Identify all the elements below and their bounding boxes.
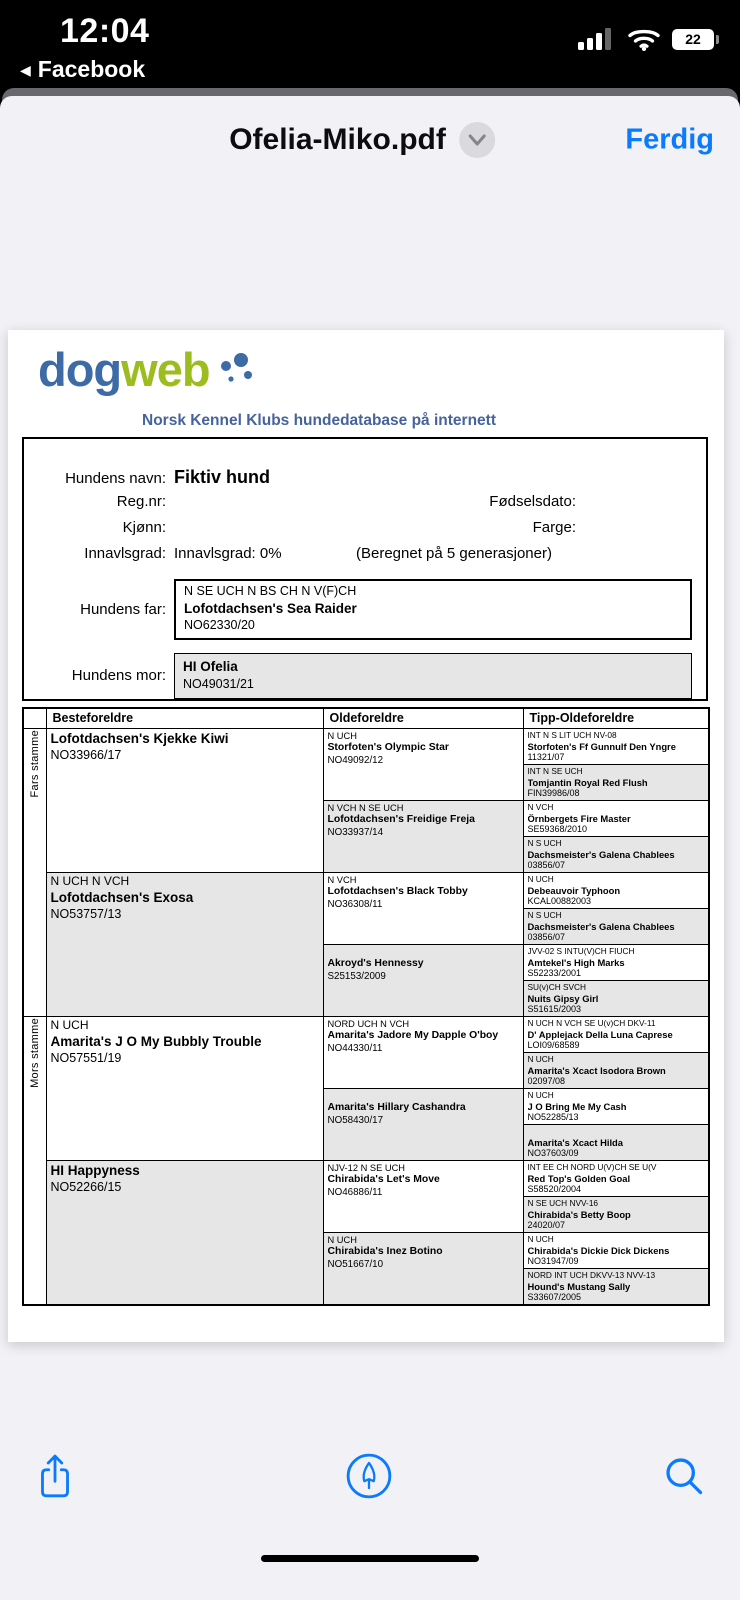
document-title-menu[interactable] <box>229 122 495 158</box>
dog-titles: N VCH N SE UCH <box>327 802 404 813</box>
dog-name: Dachsmeister's Galena Chablees <box>527 920 675 932</box>
dog-titles: N S UCH <box>527 909 562 920</box>
logo-text-dog: dog <box>38 343 122 396</box>
cell-tipp-8 <box>523 980 709 1016</box>
status-icons <box>578 26 714 52</box>
header-oldeforeldre: Oldeforeldre <box>323 708 523 728</box>
dog-regnr: NO58430/17 <box>327 1114 384 1126</box>
side-label-fars-stamme <box>23 728 46 1016</box>
dog-regnr: KCAL00882003 <box>527 895 592 906</box>
dog-regnr: NO51667/10 <box>327 1258 384 1270</box>
cell-greatgrandparent-7 <box>323 1160 523 1232</box>
dog-titles: N VCH <box>327 874 357 885</box>
dog-name: Akroyd's Hennessy <box>327 958 424 969</box>
share-icon <box>34 1452 76 1500</box>
name-label: Hundens navn: <box>65 470 166 487</box>
cell-tipp-1 <box>523 728 709 764</box>
status-time: 12:04 <box>60 12 150 50</box>
dog-name: Chirabida's Dickie Dick Dickens <box>527 1244 670 1256</box>
dog-regnr: S25153/2009 <box>327 970 386 982</box>
cellular-signal-icon <box>578 26 616 52</box>
dog-regnr: NO53757/13 <box>50 906 122 921</box>
side-label-text: Mors stamme <box>28 1017 41 1088</box>
dog-titles: N S UCH <box>527 837 562 848</box>
cell-tipp-12 <box>523 1124 709 1160</box>
father-titles: N SE UCH N BS CH N V(F)CH <box>184 584 357 598</box>
row-kjonn <box>24 519 706 545</box>
father-regnr: NO62330/20 <box>184 618 255 633</box>
dog-titles <box>328 1090 519 1103</box>
cell-tipp-2 <box>523 764 709 800</box>
mother-box <box>174 653 692 699</box>
side-label-text: Fars stamme <box>28 729 41 797</box>
bottom-toolbar <box>0 1448 740 1504</box>
dog-regnr: NO44330/11 <box>327 1042 383 1054</box>
dog-titles: N SE UCH NVV-16 <box>527 1197 599 1208</box>
dog-regnr: 02097/08 <box>527 1075 566 1086</box>
nav-bar <box>0 96 740 184</box>
dog-regnr: NO33966/17 <box>50 747 122 762</box>
dog-regnr: NO52266/15 <box>50 1179 122 1194</box>
cell-grandparent-2 <box>46 872 323 1016</box>
dog-titles: JVV-02 S INTU(V)CH FIUCH <box>527 945 635 956</box>
dog-titles: N UCH <box>527 1053 554 1064</box>
dog-regnr: 24020/07 <box>527 1219 566 1230</box>
cell-grandparent-1 <box>46 728 323 872</box>
dog-name: Debeauvoir Typhoon <box>527 884 621 896</box>
dog-titles: NJV-12 N SE UCH <box>327 1162 405 1173</box>
dog-name: Lofotdachsen's Exosa <box>50 889 194 905</box>
mother-name: HI Ofelia <box>183 658 238 674</box>
dog-titles: N VCH <box>527 801 554 812</box>
dog-titles <box>528 1126 705 1137</box>
battery-percent: 22 <box>685 31 701 47</box>
dogweb-logo <box>38 342 257 397</box>
cell-greatgrandparent-4 <box>323 944 523 1016</box>
cell-greatgrandparent-3 <box>323 872 523 944</box>
cell-tipp-11 <box>523 1088 709 1124</box>
dog-titles: INT N S LIT UCH NV-08 <box>527 729 617 740</box>
status-bar <box>0 0 740 96</box>
dog-titles: INT EE CH NORD U(V)CH SE U(V <box>527 1161 657 1172</box>
birthdate-label: Fødselsdato: <box>489 493 576 510</box>
dog-regnr: 11321/07 <box>527 751 565 762</box>
pdf-page <box>8 330 724 1342</box>
dog-name: Amtekel's High Marks <box>527 956 625 968</box>
cell-tipp-6 <box>523 908 709 944</box>
dog-titles: N UCH <box>527 873 554 884</box>
dog-name: Lofotdachsen's Black Tobby <box>327 886 468 897</box>
dog-name: Amarita's J O My Bubbly Trouble <box>50 1033 262 1049</box>
dog-name: Amarita's Xcact Hilda <box>527 1136 623 1148</box>
home-indicator[interactable] <box>261 1555 479 1562</box>
dog-regnr: FIN39986/08 <box>527 787 580 798</box>
cell-tipp-13 <box>523 1160 709 1196</box>
dog-regnr: 03856/07 <box>527 859 566 870</box>
cell-greatgrandparent-8 <box>323 1232 523 1305</box>
dog-name: Amarita's Jadore My Dapple O'boy <box>327 1030 499 1041</box>
sex-label: Kjønn: <box>122 519 166 536</box>
dog-titles: N UCH <box>527 1233 554 1244</box>
mother-regnr: NO49031/21 <box>183 676 254 691</box>
pedigree-table <box>22 707 710 1306</box>
cell-tipp-3 <box>523 800 709 836</box>
cell-tipp-10 <box>523 1052 709 1088</box>
dog-name: J O Bring Me My Cash <box>527 1100 627 1112</box>
dog-titles: N UCH <box>327 730 357 741</box>
dog-regnr: NO49092/12 <box>327 754 384 766</box>
dog-regnr: SE59368/2010 <box>527 823 588 834</box>
inbreeding-note: (Beregnet på 5 generasjoner) <box>356 545 552 562</box>
dog-name: Lofotdachsen's Kjekke Kiwi <box>50 730 229 746</box>
dog-regnr: NO46886/11 <box>327 1186 383 1198</box>
dog-regnr: NO57551/19 <box>50 1050 122 1065</box>
cell-tipp-4 <box>523 836 709 872</box>
chevron-down-icon <box>467 133 487 147</box>
dog-name: Red Top's Golden Goal <box>527 1172 631 1184</box>
father-box <box>174 579 692 640</box>
search-icon <box>662 1454 706 1498</box>
database-subtitle: Norsk Kennel Klubs hundedatabase på internett <box>142 412 496 429</box>
dog-regnr: NO36308/11 <box>327 898 383 910</box>
cell-greatgrandparent-6 <box>323 1088 523 1160</box>
cell-greatgrandparent-2 <box>323 800 523 872</box>
side-label-mors-stamme <box>23 1016 46 1305</box>
title-dropdown-button[interactable] <box>459 122 495 158</box>
dog-titles: NORD INT UCH DKVV-13 NVV-13 <box>527 1269 656 1280</box>
father-name: Lofotdachsen's Sea Raider <box>184 600 357 616</box>
back-to-facebook-button[interactable] <box>20 56 145 83</box>
row-innavlsgrad <box>24 545 706 571</box>
father-label: Hundens far: <box>80 600 166 618</box>
dog-name: Nuits Gipsy Girl <box>527 992 599 1004</box>
dog-titles: N UCH <box>527 1089 554 1100</box>
pdf-viewer-sheet <box>0 96 740 1600</box>
cell-grandparent-4 <box>46 1160 323 1305</box>
cell-tipp-15 <box>523 1232 709 1268</box>
wifi-icon <box>627 26 661 52</box>
color-label: Farge: <box>532 519 576 536</box>
dog-name: HI Happyness <box>50 1162 140 1178</box>
dog-regnr: NO37603/09 <box>527 1147 579 1158</box>
row-hundens-mor <box>24 653 706 699</box>
back-app-label: Facebook <box>37 56 146 82</box>
dog-titles: N UCH N VCH <box>50 873 130 888</box>
dog-name: Lofotdachsen's Freidige Freja <box>327 814 475 825</box>
dog-name: Dachsmeister's Galena Chablees <box>527 848 675 860</box>
cell-tipp-16 <box>523 1268 709 1305</box>
dog-regnr: NO52285/13 <box>527 1111 579 1122</box>
cell-grandparent-3 <box>46 1016 323 1160</box>
cell-tipp-14 <box>523 1196 709 1232</box>
search-button[interactable] <box>662 1454 706 1498</box>
dog-info-box <box>22 437 708 701</box>
dog-name: Amarita's Xcact Isodora Brown <box>527 1064 666 1076</box>
battery-icon <box>672 29 714 50</box>
cell-tipp-9 <box>523 1016 709 1052</box>
dog-titles: N UCH <box>327 1234 357 1245</box>
header-tipp-oldeforeldre: Tipp-Oldeforeldre <box>523 708 709 728</box>
dog-regnr: S33607/2005 <box>527 1291 582 1302</box>
row-regnr <box>24 493 706 519</box>
cell-tipp-7 <box>523 944 709 980</box>
battery-nub <box>716 35 719 44</box>
dog-titles: N UCH <box>50 1017 89 1032</box>
dog-name: Chirabida's Betty Boop <box>527 1208 631 1220</box>
cell-greatgrandparent-1 <box>323 728 523 800</box>
dog-name: Storfoten's Ff Gunnulf Den Yngre <box>527 740 676 752</box>
inbreeding-cell <box>174 545 706 562</box>
dog-regnr: S52233/2001 <box>527 967 582 978</box>
cell-greatgrandparent-5 <box>323 1016 523 1088</box>
logo-dots-icon <box>217 348 257 388</box>
dog-regnr: S51615/2003 <box>527 1003 582 1014</box>
dog-name: Amarita's Hillary Cashandra <box>327 1102 466 1113</box>
dog-name: D' Applejack Della Luna Caprese <box>527 1028 673 1040</box>
back-triangle-icon: ◀ <box>20 61 31 78</box>
mother-label: Hundens mor: <box>71 667 166 685</box>
pedigree-header-row <box>23 708 709 728</box>
inbreeding-value: Innavlsgrad: 0% <box>174 545 282 562</box>
inbreeding-label: Innavlsgrad: <box>84 545 166 562</box>
cell-tipp-5 <box>523 872 709 908</box>
dog-regnr: LOI09/68589 <box>527 1039 580 1050</box>
document-title: Ofelia-Miko.pdf <box>229 123 446 156</box>
dog-titles <box>328 946 519 959</box>
markup-button[interactable] <box>345 1452 393 1500</box>
regnr-label: Reg.nr: <box>116 493 166 510</box>
row-hundens-far <box>24 579 706 640</box>
dog-name: Hound's Mustang Sally <box>527 1280 631 1292</box>
dog-name-value: Fiktiv hund <box>174 467 270 487</box>
share-button[interactable] <box>34 1452 76 1500</box>
dog-name: Chirabida's Let's Move <box>327 1174 440 1185</box>
dog-name: Chirabida's Inez Botino <box>327 1246 443 1257</box>
dog-name: Storfoten's Olympic Star <box>327 742 449 753</box>
dog-titles: SU(v)CH SVCH <box>527 981 587 992</box>
header-empty <box>23 708 46 728</box>
dog-titles: N UCH N VCH SE U(v)CH DKV-11 <box>527 1017 656 1028</box>
dog-titles: INT N SE UCH <box>527 765 583 776</box>
dog-regnr: NO33937/14 <box>327 826 384 838</box>
dog-regnr: 03856/07 <box>527 931 566 942</box>
header-besteforeldre: Besteforeldre <box>46 708 323 728</box>
dog-regnr: NO31947/09 <box>527 1255 579 1266</box>
done-button[interactable]: Ferdig <box>625 123 714 156</box>
dog-name: Tomjantin Royal Red Flush <box>527 776 648 788</box>
dog-regnr: S58520/2004 <box>527 1183 582 1194</box>
row-hundens-navn <box>24 467 706 493</box>
markup-icon <box>345 1452 393 1500</box>
logo-text-web: web <box>121 343 210 396</box>
dog-name: Örnbergets Fire Master <box>527 812 631 824</box>
dog-titles: NORD UCH N VCH <box>327 1018 410 1029</box>
